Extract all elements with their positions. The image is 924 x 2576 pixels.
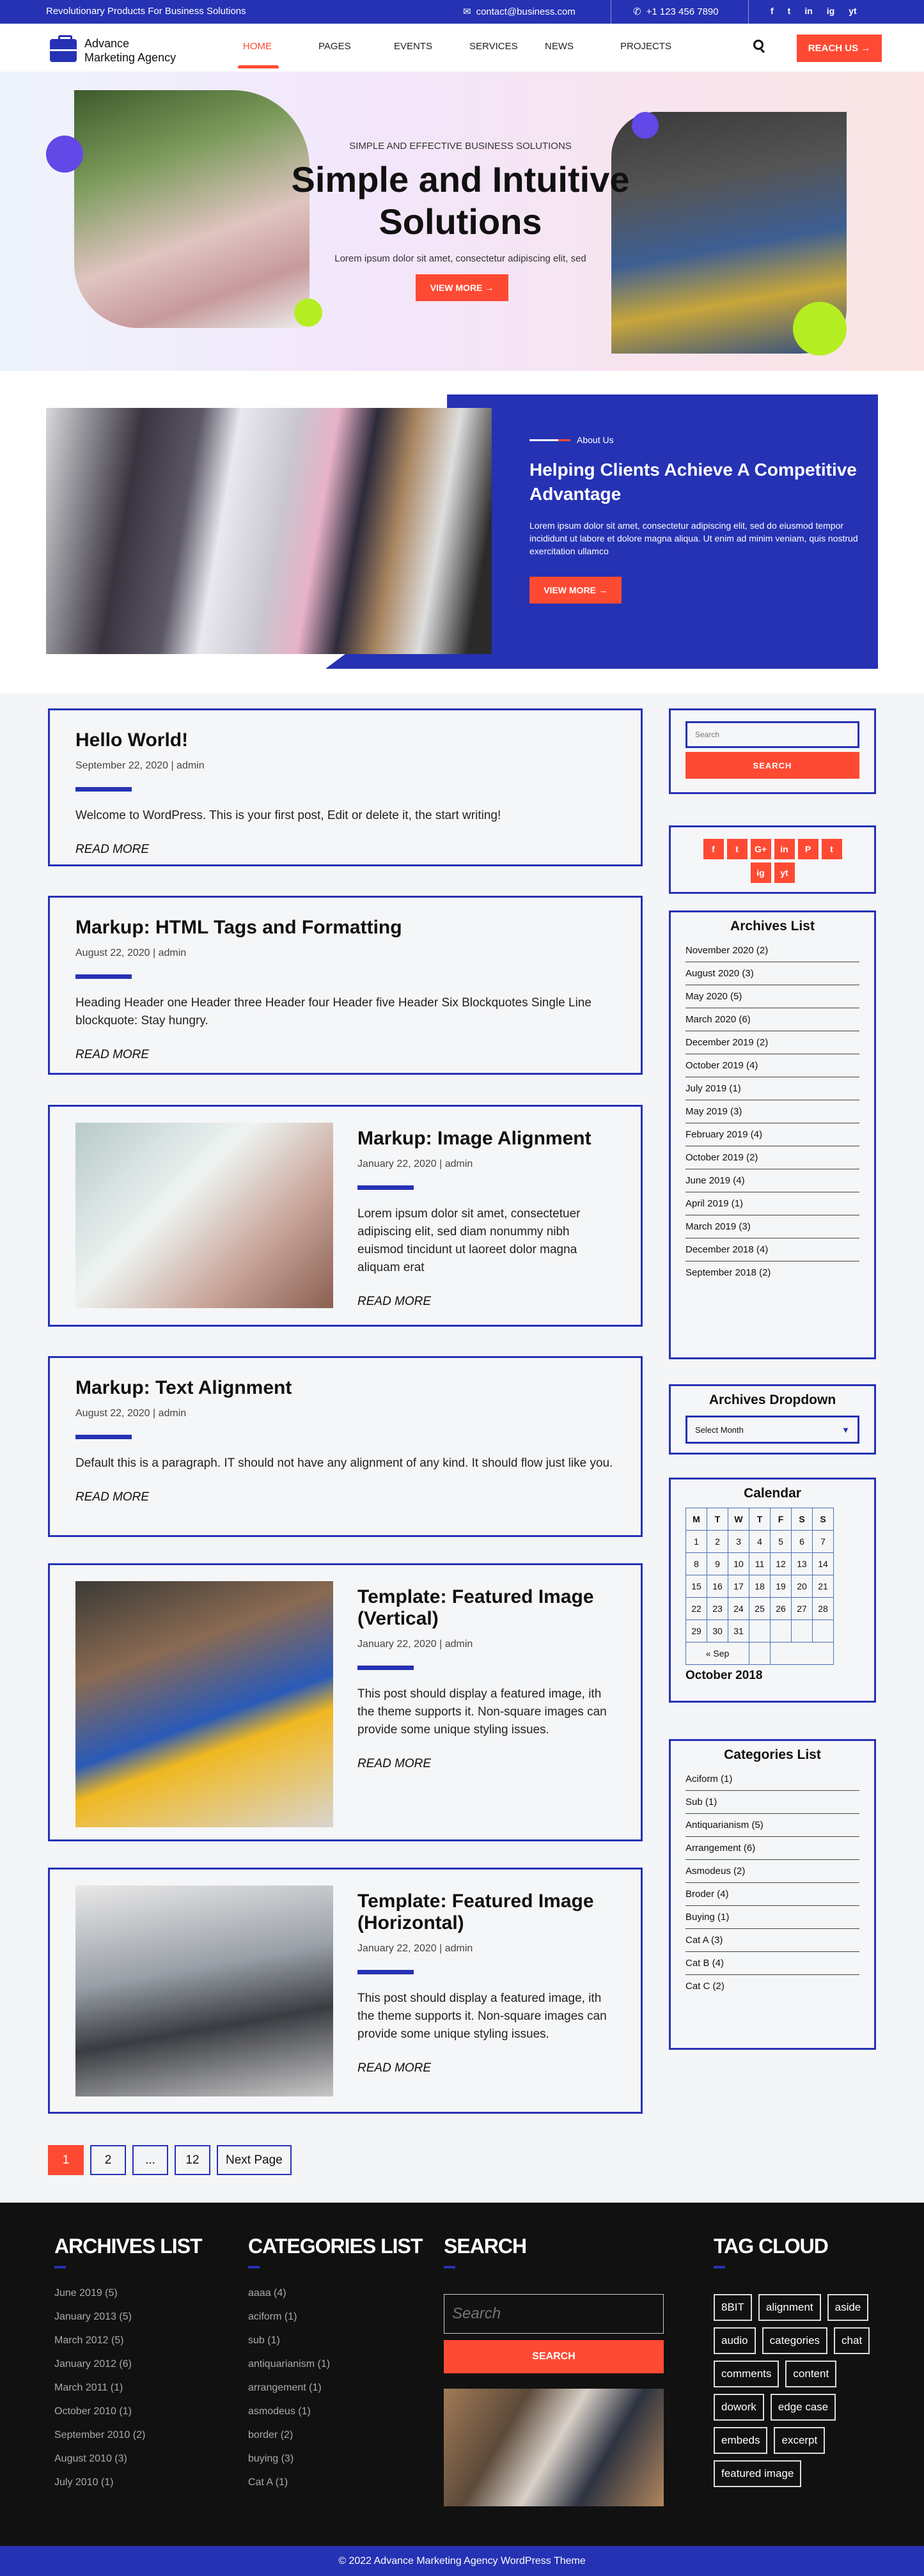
post-meta: January 22, 2020 | admin <box>357 1159 473 1169</box>
topbar-social <box>771 6 857 16</box>
decor-dot <box>632 112 659 139</box>
calendar-day: 29 <box>686 1620 707 1643</box>
calendar-day <box>792 1620 813 1643</box>
decor-dot <box>793 302 847 355</box>
calendar-day <box>749 1620 771 1643</box>
archive-link[interactable]: March 2019 (3) <box>685 1215 859 1238</box>
tag-link[interactable]: aside <box>827 2294 869 2321</box>
category-link[interactable]: Cat A (3) <box>685 1929 859 1952</box>
post-meta: August 22, 2020 | admin <box>75 948 187 958</box>
archive-link[interactable]: October 2019 (2) <box>685 1146 859 1169</box>
top-bar <box>0 0 924 24</box>
hero-subtitle: SIMPLE AND EFFECTIVE BUSINESS SOLUTIONS <box>349 141 572 152</box>
calendar-day: 12 <box>771 1553 792 1575</box>
footer-heading: ARCHIVES LIST <box>54 2235 202 2258</box>
archive-link[interactable]: August 2020 (3) <box>685 962 859 985</box>
tag-link[interactable]: categories <box>762 2327 827 2354</box>
calendar-day: 26 <box>771 1598 792 1620</box>
logo-line2: Marketing Agency <box>84 51 176 64</box>
calendar-day: 19 <box>771 1575 792 1598</box>
calendar-day <box>771 1620 792 1643</box>
footer-category-link[interactable]: antiquarianism (1) <box>248 2359 331 2369</box>
tag-link[interactable]: alignment <box>758 2294 821 2321</box>
post-title[interactable]: Markup: HTML Tags and Formatting <box>75 917 402 938</box>
next-page[interactable]: Next Page <box>217 2145 292 2175</box>
post-title[interactable]: Template: Featured Image (Horizontal) <box>357 1891 594 1933</box>
calendar-day: 8 <box>686 1553 707 1575</box>
footer-category-link[interactable]: arrangement (1) <box>248 2382 322 2393</box>
footer-category-link[interactable]: sub (1) <box>248 2335 280 2346</box>
category-link[interactable]: Sub (1) <box>685 1791 859 1814</box>
post-title[interactable]: Template: Featured Image (Vertical) <box>357 1586 594 1629</box>
read-more-link[interactable]: READ MORE <box>75 1490 150 1504</box>
calendar-day: 30 <box>707 1620 728 1643</box>
facebook-icon[interactable]: f <box>771 6 774 16</box>
footer-archive-link[interactable]: July 2010 (1) <box>54 2477 114 2488</box>
footer-category-link[interactable]: aciform (1) <box>248 2311 297 2322</box>
footer-heading: TAG CLOUD <box>714 2235 828 2258</box>
social-widget <box>669 825 876 894</box>
post-thumbnail[interactable] <box>75 1885 333 2096</box>
archive-link[interactable]: June 2019 (4) <box>685 1169 859 1192</box>
mail-icon: ✉ <box>463 6 471 17</box>
header <box>0 24 924 72</box>
search-widget <box>669 708 876 794</box>
accent-bar <box>357 1666 414 1670</box>
widget-title: Archives Dropdown <box>709 1393 836 1407</box>
hero-title: Simple and Intuitive Solutions <box>291 159 630 242</box>
post-card <box>48 1356 643 1537</box>
calendar-day: 13 <box>792 1553 813 1575</box>
reach-us-button[interactable]: REACH US → <box>797 35 882 62</box>
post-title[interactable]: Markup: Image Alignment <box>357 1128 591 1149</box>
weekday: T <box>707 1508 728 1531</box>
archive-link[interactable]: February 2019 (4) <box>685 1123 859 1146</box>
archive-link[interactable]: March 2020 (6) <box>685 1008 859 1031</box>
archive-link[interactable]: May 2020 (5) <box>685 985 859 1008</box>
nav-news[interactable]: NEWS <box>545 41 574 52</box>
tag-link[interactable]: dowork <box>714 2394 764 2421</box>
post-card <box>48 896 643 1075</box>
accent-bar <box>357 1970 414 1974</box>
calendar-day: 31 <box>728 1620 749 1643</box>
about-section <box>0 371 924 694</box>
hero <box>0 72 924 371</box>
chevron-down-icon: ▼ <box>842 1425 850 1435</box>
calendar-day: 6 <box>792 1531 813 1553</box>
category-link[interactable]: Cat B (4) <box>685 1952 859 1975</box>
archive-link[interactable]: September 2018 (2) <box>685 1267 771 1278</box>
post-thumbnail[interactable] <box>75 1581 333 1827</box>
weekday: S <box>792 1508 813 1531</box>
widget-title: Categories List <box>724 1747 821 1762</box>
post-excerpt: This post should display a featured image, ith the theme supports it. Non-square images can provide some unique styling issues. <box>357 1992 607 2041</box>
category-link[interactable]: Broder (4) <box>685 1883 859 1906</box>
calendar-day: 10 <box>728 1553 749 1575</box>
copyright: © 2022 Advance Marketing Agency WordPress Theme <box>0 2546 924 2576</box>
calendar-day: 16 <box>707 1575 728 1598</box>
archive-link[interactable]: April 2019 (1) <box>685 1192 859 1215</box>
calendar-day: 1 <box>686 1531 707 1553</box>
logo-line1: Advance <box>84 37 130 50</box>
footer-archive-link[interactable]: January 2013 (5) <box>54 2311 132 2322</box>
archive-link[interactable]: May 2019 (3) <box>685 1100 859 1123</box>
about-title: Helping Clients Achieve A Competitive Advantage <box>529 460 857 504</box>
footer-category-link[interactable]: aaaa (4) <box>248 2288 286 2299</box>
twitter-icon[interactable]: t <box>727 839 748 859</box>
footer-archive-link[interactable]: March 2012 (5) <box>54 2335 124 2346</box>
footer-category-link[interactable]: Cat A (1) <box>248 2477 288 2488</box>
read-more-link[interactable]: READ MORE <box>357 2061 432 2075</box>
accent-bar <box>75 787 132 792</box>
tag-link[interactable]: comments <box>714 2361 779 2387</box>
google-plus-icon[interactable]: G+ <box>751 839 771 859</box>
calendar-day: 23 <box>707 1598 728 1620</box>
calendar-day: 20 <box>792 1575 813 1598</box>
calendar-day: 5 <box>771 1531 792 1553</box>
youtube-icon[interactable]: yt <box>849 6 857 16</box>
post-title[interactable]: Markup: Text Alignment <box>75 1377 292 1398</box>
decor-dot <box>294 299 322 327</box>
calendar-day: 2 <box>707 1531 728 1553</box>
category-link[interactable]: Aciform (1) <box>685 1768 859 1791</box>
post-excerpt: Heading Header one Header three Header four Header five Header Six Blockquotes Single Line blockquote: Stay hungry. <box>75 996 591 1027</box>
email-link[interactable]: ✉ contact@business.com <box>463 6 576 17</box>
calendar-day: 9 <box>707 1553 728 1575</box>
post-excerpt: Welcome to WordPress. This is your first post, Edit or delete it, the start writing! <box>75 809 501 822</box>
about-text: Lorem ipsum dolor sit amet, consectetur adipiscing elit, sed do eiusmod tempor incididunt ut labore et dolore magna aliqua. Ut enim ad minim veniam, quis nostrud exercitation ullamco <box>529 520 858 556</box>
calendar-day: 11 <box>749 1553 771 1575</box>
instagram-icon[interactable]: ig <box>826 6 835 16</box>
calendar-day: 14 <box>813 1553 834 1575</box>
footer-heading: SEARCH <box>444 2235 527 2258</box>
archives-dropdown-widget <box>669 1384 876 1455</box>
weekday: F <box>771 1508 792 1531</box>
tag-link[interactable]: audio <box>714 2327 756 2354</box>
footer-image <box>444 2389 664 2506</box>
footer-search-input[interactable] <box>444 2294 664 2334</box>
footer-category-link[interactable]: border (2) <box>248 2430 294 2440</box>
facebook-icon[interactable]: f <box>703 839 724 859</box>
widget-title: Archives List <box>730 919 815 933</box>
tagline: Revolutionary Products For Business Solutions <box>46 6 246 17</box>
briefcase-icon <box>50 39 77 62</box>
sidebar-search-input[interactable] <box>685 721 859 748</box>
archive-link[interactable]: December 2019 (2) <box>685 1031 859 1054</box>
post-meta: January 22, 2020 | admin <box>357 1943 473 1954</box>
page-1[interactable]: 1 <box>48 2145 84 2175</box>
post-meta: January 22, 2020 | admin <box>357 1639 473 1650</box>
read-more-link[interactable]: READ MORE <box>357 1757 432 1770</box>
nav-pages[interactable]: PAGES <box>318 41 351 52</box>
read-more-link[interactable]: READ MORE <box>75 843 150 856</box>
calendar-day <box>813 1620 834 1643</box>
footer-archive-link[interactable]: June 2019 (5) <box>54 2288 118 2299</box>
calendar-day: 15 <box>686 1575 707 1598</box>
post-card <box>48 1563 643 1841</box>
about-image <box>46 408 492 654</box>
calendar-day: 4 <box>749 1531 771 1553</box>
calendar-table <box>685 1508 834 1665</box>
accent-bar <box>75 974 132 979</box>
phone-link[interactable]: ✆ +1 123 456 7890 <box>633 6 719 17</box>
pinterest-icon[interactable]: P <box>798 839 818 859</box>
post-excerpt: This post should display a featured image, ith the theme supports it. Non-square images can provide some unique styling issues. <box>357 1687 607 1737</box>
archive-link[interactable]: December 2018 (4) <box>685 1238 859 1261</box>
nav-projects[interactable]: PROJECTS <box>620 41 672 52</box>
page-ellipsis: ... <box>132 2145 168 2175</box>
instagram-icon[interactable]: ig <box>751 863 771 883</box>
search-icon[interactable] <box>753 40 763 50</box>
decor-dot <box>46 136 83 173</box>
page-2[interactable]: 2 <box>90 2145 126 2175</box>
tag-link[interactable]: featured image <box>714 2460 801 2487</box>
category-link[interactable]: Asmodeus (2) <box>685 1860 859 1883</box>
archive-link[interactable]: November 2020 (2) <box>685 939 859 962</box>
calendar-day: 17 <box>728 1575 749 1598</box>
calendar-day: 21 <box>813 1575 834 1598</box>
label-line <box>529 439 570 441</box>
linkedin-icon[interactable]: in <box>804 6 813 16</box>
archive-link[interactable]: October 2019 (4) <box>685 1054 859 1077</box>
youtube-icon[interactable]: yt <box>774 863 795 883</box>
calendar-day: 3 <box>728 1531 749 1553</box>
twitter-icon[interactable]: t <box>787 6 791 16</box>
post-title[interactable]: Hello World! <box>75 730 189 751</box>
hero-lead: Lorem ipsum dolor sit amet, consectetur adipiscing elit, sed <box>334 253 586 264</box>
weekday: M <box>686 1508 707 1531</box>
calendar-widget <box>669 1478 876 1703</box>
hero-view-more-button[interactable]: VIEW MORE → <box>416 274 508 301</box>
post-card <box>48 708 643 866</box>
footer-archive-link[interactable]: January 2012 (6) <box>54 2359 132 2369</box>
post-thumbnail[interactable] <box>75 1123 333 1308</box>
archives-widget <box>669 910 876 1359</box>
about-label: About Us <box>577 435 614 445</box>
calendar-day: 28 <box>813 1598 834 1620</box>
tag-link[interactable]: edge case <box>771 2394 836 2421</box>
footer <box>0 2203 924 2546</box>
post-excerpt: Default this is a paragraph. IT should not have any alignment of any kind. It should flow just like you. <box>75 1456 613 1470</box>
footer-archive-link[interactable]: September 2010 (2) <box>54 2430 146 2440</box>
footer-category-link[interactable]: buying (3) <box>248 2453 294 2464</box>
read-more-link[interactable]: READ MORE <box>357 1295 432 1308</box>
calendar-day: 27 <box>792 1598 813 1620</box>
tag-link[interactable]: embeds <box>714 2427 767 2454</box>
calendar-day: 18 <box>749 1575 771 1598</box>
read-more-link[interactable]: READ MORE <box>75 1048 150 1061</box>
footer-heading: CATEGORIES LIST <box>248 2235 423 2258</box>
tumblr-icon[interactable]: t <box>822 839 842 859</box>
category-link[interactable]: Antiquarianism (5) <box>685 1814 859 1837</box>
footer-category-link[interactable]: asmodeus (1) <box>248 2406 311 2417</box>
footer-archive-link[interactable]: October 2010 (1) <box>54 2406 132 2417</box>
nav-events[interactable]: EVENTS <box>394 41 433 52</box>
nav-home[interactable]: HOME <box>243 41 318 52</box>
post-excerpt: Lorem ipsum dolor sit amet, consectetuer adipiscing elit, sed diam nonummy nibh euismod tincidunt ut laoreet dolor magna aliquam erat <box>357 1207 581 1274</box>
logo[interactable] <box>50 36 176 65</box>
weekday: W <box>728 1508 749 1531</box>
footer-archive-link[interactable]: August 2010 (3) <box>54 2453 127 2464</box>
page-12[interactable]: 12 <box>175 2145 210 2175</box>
sidebar-search-button[interactable]: SEARCH <box>685 752 859 779</box>
category-link[interactable]: Buying (1) <box>685 1906 859 1929</box>
post-card <box>48 1105 643 1327</box>
month-select[interactable]: Select Month ▼ <box>685 1416 859 1444</box>
hero-image-woman <box>74 90 309 328</box>
phone-icon: ✆ <box>633 6 641 17</box>
weekday: T <box>749 1508 771 1531</box>
about-view-more-button[interactable]: VIEW MORE → <box>529 577 622 604</box>
tag-link[interactable]: 8BIT <box>714 2294 752 2321</box>
widget-title: Calendar <box>744 1486 801 1501</box>
pagination <box>48 2145 292 2175</box>
calendar-day: 25 <box>749 1598 771 1620</box>
footer-search-button[interactable]: SEARCH <box>444 2340 664 2373</box>
calendar-day: 7 <box>813 1531 834 1553</box>
calendar-day: 22 <box>686 1598 707 1620</box>
weekday: S <box>813 1508 834 1531</box>
accent-bar <box>357 1185 414 1190</box>
tag-link[interactable]: chat <box>834 2327 870 2354</box>
calendar-prev-link[interactable]: « Sep <box>686 1643 749 1665</box>
tag-link[interactable]: content <box>785 2361 836 2387</box>
calendar-day: 24 <box>728 1598 749 1620</box>
footer-archive-link[interactable]: March 2011 (1) <box>54 2382 123 2393</box>
main-nav <box>243 41 696 52</box>
post-meta: August 22, 2020 | admin <box>75 1408 187 1419</box>
post-meta: September 22, 2020 | admin <box>75 760 205 771</box>
archive-link[interactable]: July 2019 (1) <box>685 1077 859 1100</box>
category-link[interactable]: Arrangement (6) <box>685 1837 859 1860</box>
nav-services[interactable]: SERVICES <box>469 41 518 52</box>
calendar-caption: October 2018 <box>685 1669 763 1682</box>
categories-widget <box>669 1739 876 2050</box>
linkedin-icon[interactable]: in <box>774 839 795 859</box>
post-card <box>48 1868 643 2114</box>
tag-link[interactable]: excerpt <box>774 2427 825 2454</box>
divider <box>748 0 749 24</box>
category-link[interactable]: Cat C (2) <box>685 1981 724 1992</box>
accent-bar <box>75 1435 132 1439</box>
